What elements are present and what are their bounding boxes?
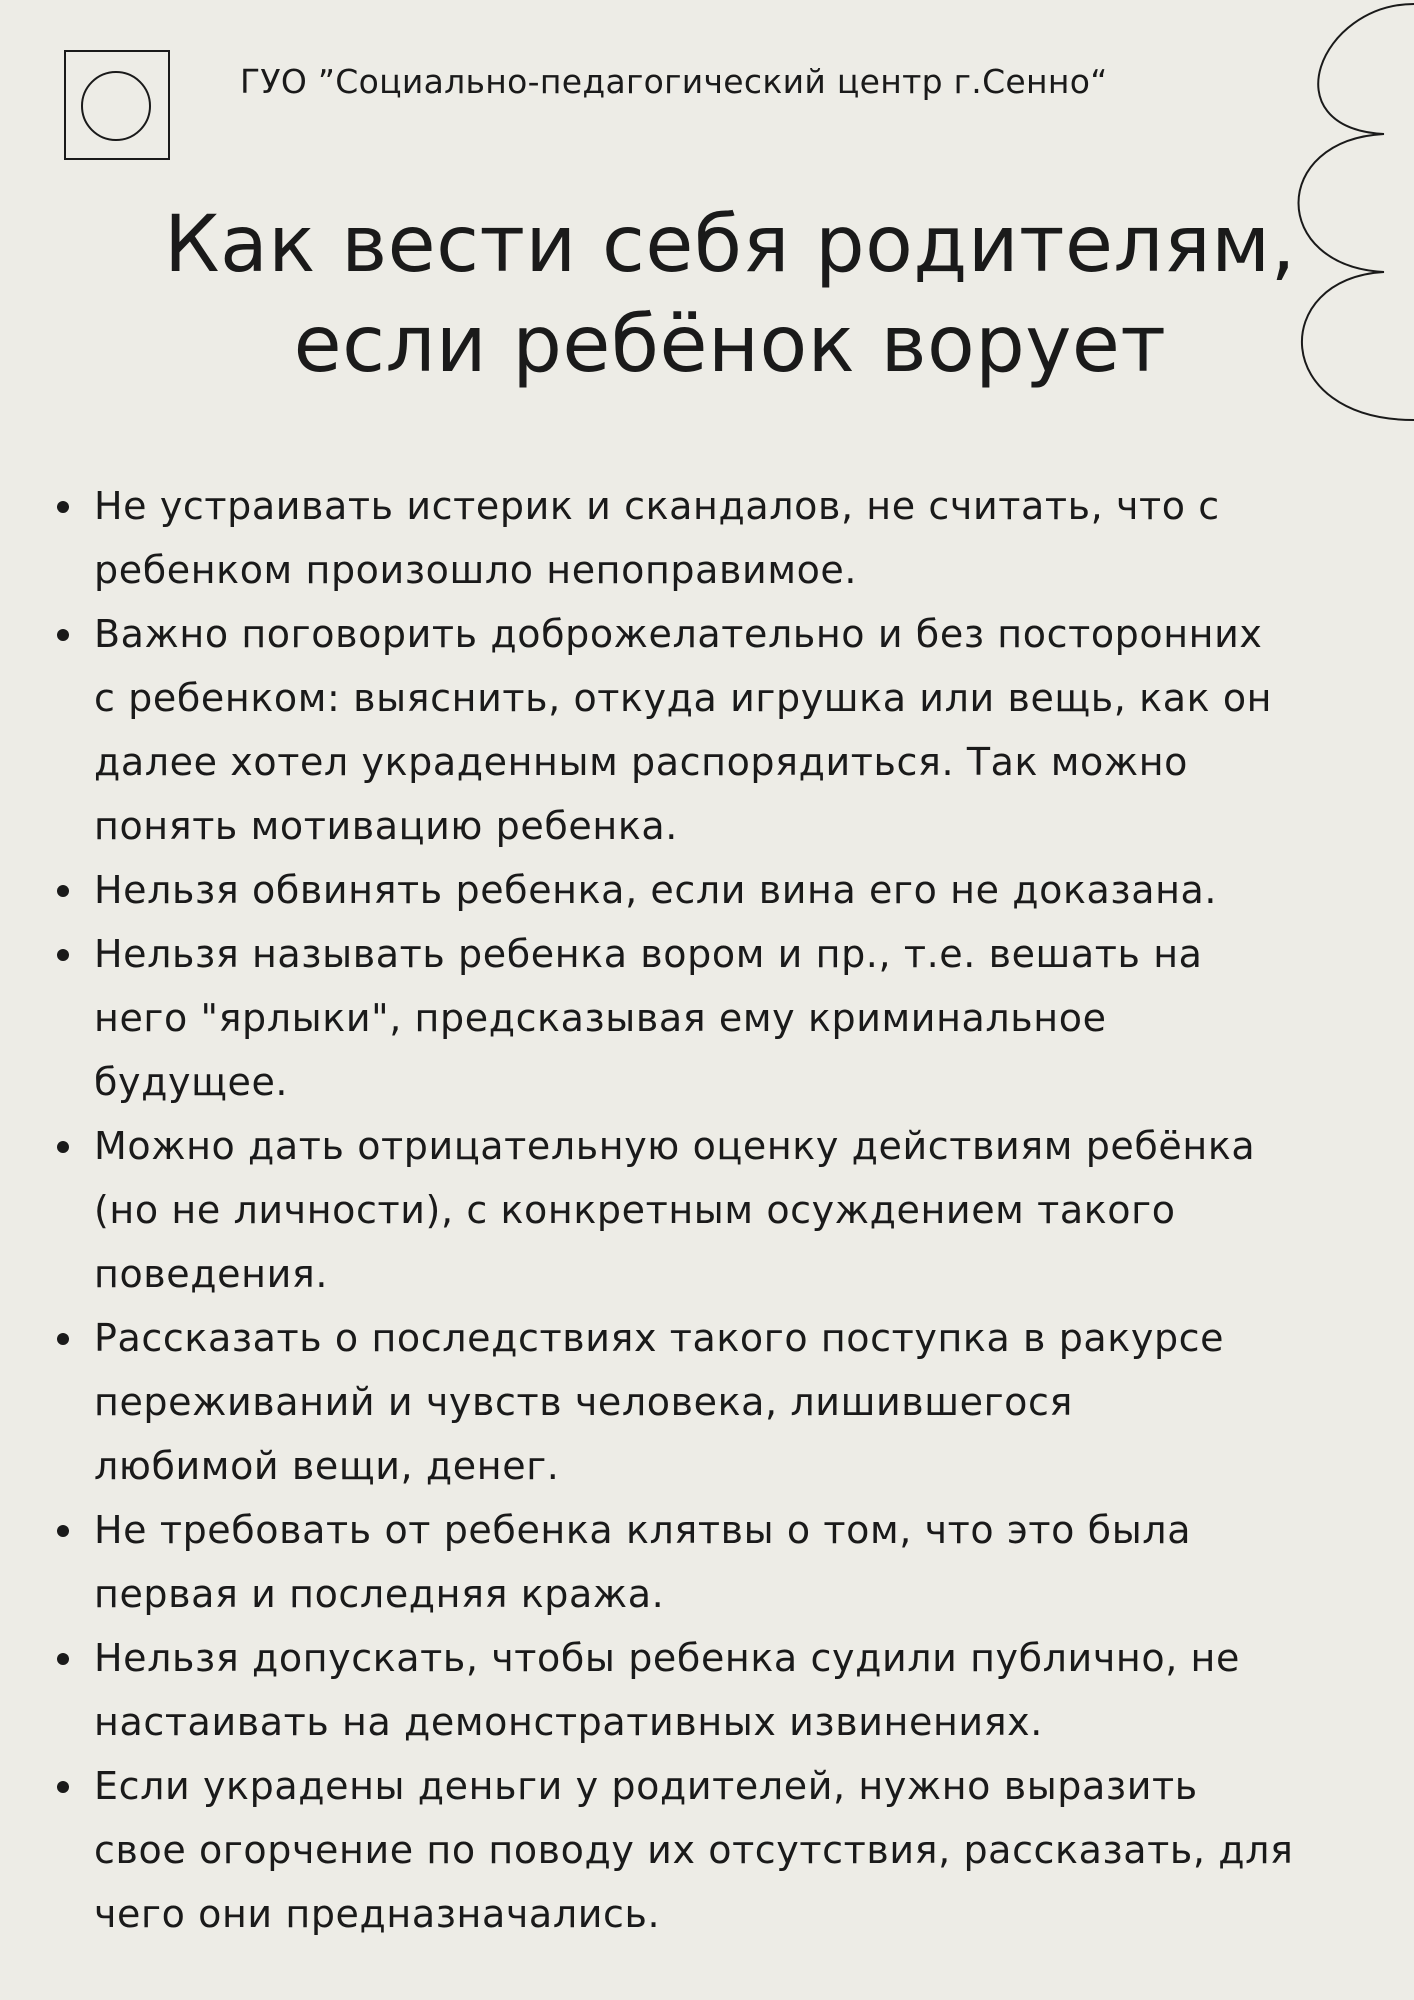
list-item [94, 1754, 1404, 1946]
list-item [94, 602, 1404, 858]
list-item [94, 1114, 1404, 1306]
tip-text: Можно дать отрицательную оценку действиям ребёнка (но не личности), с конкретным осуждением такого поведения. [94, 1124, 1256, 1296]
tip-text: Нельзя обвинять ребенка, если вина его не доказана. [94, 868, 1218, 912]
bullet-icon [57, 1653, 69, 1665]
bullet-icon [57, 1333, 69, 1345]
tip-text: Не требовать от ребенка клятвы о том, что это была первая и последняя кража. [94, 1508, 1192, 1616]
bullet-icon [57, 629, 69, 641]
page-title [0, 195, 1414, 395]
tip-text: Рассказать о последствиях такого поступка в ракурсе переживаний и чувств человека, лишившегося любимой вещи, денег. [94, 1316, 1225, 1488]
title-line-1: Как вести себя родителям, [164, 200, 1296, 290]
organization-name: ГУО ”Социально-педагогический центр г.Сенно“ [240, 62, 1108, 101]
tip-text: Если украдены деньги у родителей, нужно выразить свое огорчение по поводу их отсутствия, рассказать, для чего они предназначались. [94, 1764, 1294, 1936]
bullet-icon [57, 1781, 69, 1793]
bullet-icon [57, 501, 69, 513]
logo-circle-icon [66, 52, 168, 158]
bullet-icon [57, 1141, 69, 1153]
logo [64, 50, 170, 160]
list-item [94, 1626, 1404, 1754]
tips-list [94, 474, 1404, 1946]
bullet-icon [57, 885, 69, 897]
bullet-icon [57, 1525, 69, 1537]
list-item [94, 858, 1404, 922]
tip-text: Важно поговорить доброжелательно и без посторонних с ребенком: выяснить, откуда игрушка или вещь, как он далее хотел украденным распорядиться. Так можно понять мотивацию ребенка. [94, 612, 1273, 848]
tip-text: Нельзя допускать, чтобы ребенка судили публично, не настаивать на демонстративных извинениях. [94, 1636, 1240, 1744]
list-item [94, 1306, 1404, 1498]
list-item [94, 474, 1404, 602]
list-item [94, 922, 1404, 1114]
bullet-icon [57, 949, 69, 961]
title-line-2: если ребёнок ворует [293, 300, 1167, 390]
tip-text: Не устраивать истерик и скандалов, не считать, что с ребенком произошло непоправимое. [94, 484, 1220, 592]
list-item [94, 1498, 1404, 1626]
tip-text: Нельзя называть ребенка вором и пр., т.е. вешать на него "ярлыки", предсказывая ему криминальное будущее. [94, 932, 1203, 1104]
